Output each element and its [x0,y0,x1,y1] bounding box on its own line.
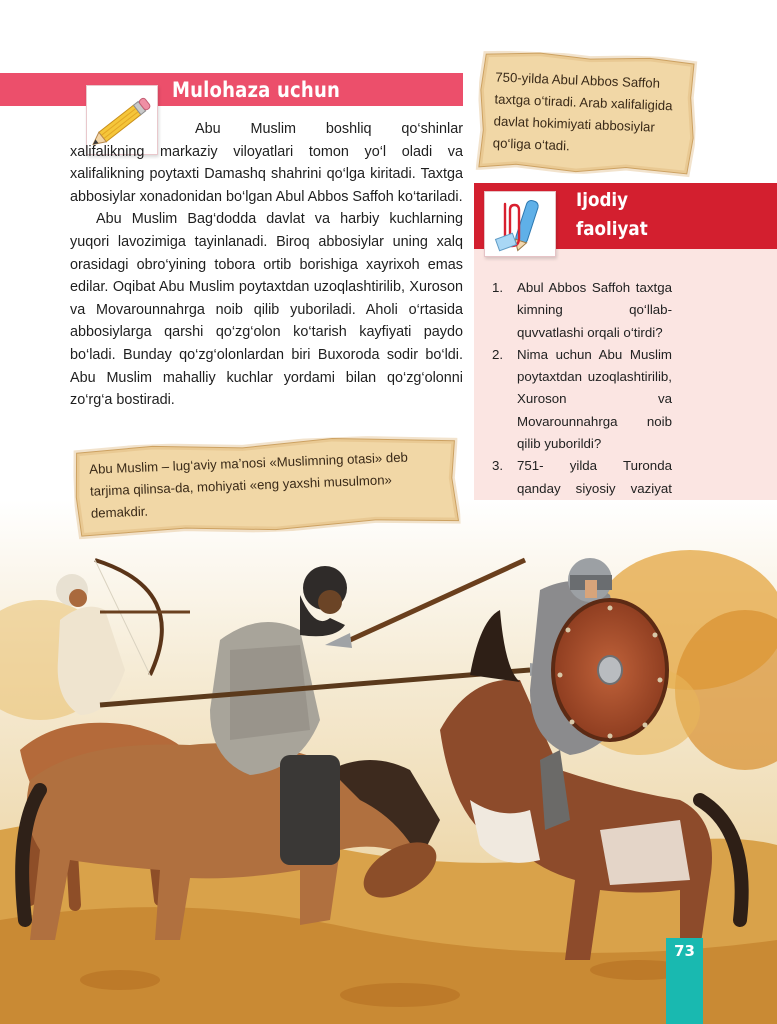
question-item [492,344,672,455]
paperclip-pen-icon [484,191,556,257]
page-number: 73 [674,942,695,960]
note-top-text: 750-yilda Abul Abbos Saffoh taxtga o‘tiradi. Arab xalifaligida davlat hokimiyati abbosiylar qo‘liga o‘tadi. [492,69,673,154]
question-number: 3. [492,458,504,474]
activity-heading-line: faoliyat [576,218,648,240]
battle-illustration [0,500,777,1024]
article-paragraph: Abu Muslim Bag‘dodda davlat va harbiy kuchlarning yuqori lavozimiga tayinlanadi. Biroq abbosiylar uning xalq orasidagi obro‘yining tobora ortib borishiga xayrixoh emas edilar. Oqibat Abu Muslim poytaxtdan uzoqlashtirilib, Xuroson va Movarounnahrga noib qilib yuboriladi. Aholi o‘rtasida abbosiylarga qarshi qo‘zg‘olon ko‘tarish kayfiyati paydo bo‘ladi. Bunday qo‘zg‘olonlardan biri Buxoroda sodir bo‘ldi. Abu Muslim mahalliy kuchlar yordami bilan qo‘zg‘olonni zo‘rg‘a bostiradi. [70,211,463,409]
question-text: Nima uchun Abu Muslim poytaxtdan uzoqlashtirilib, Xuroson va Movarounnahrga noib qilib yuborildi? [517,346,672,452]
article-paragraph: Abu Muslim boshliq qo‘shinlar xalifalikning markaziy viloyatlari tomon yo‘l oladi va xalifalikning poytaxti Damashq shahrini qo‘lga kiritadi. Taxtga abbosiylar xonadonidan bo‘lgan Abul Abbos Saffoh ko‘tariladi. [70,121,463,205]
article-body [70,118,463,412]
section-heading: Mulohaza uchun [172,78,341,102]
question-number: 1. [492,280,504,295]
question-text: 751- yilda Turonda qanday siyosiy vaziyat [517,458,672,496]
paper-note-middle [72,433,460,540]
question-item [492,277,672,344]
activity-heading [576,186,682,244]
activity-heading-line: Ijodiy [576,189,629,211]
paper-note-top [476,50,698,178]
question-text: Abul Abbos Saffoh taxtga kimning qo‘llab-quvvatlashi orqali o‘tirdi? [517,280,672,340]
note-middle-text: Abu Muslim – lug‘aviy ma’nosi «Muslimning otasi» deb tarjima qilinsa-da, mohiyati «eng yaxshi musulmon» demakdir. [88,449,409,521]
question-number: 2. [492,346,504,362]
